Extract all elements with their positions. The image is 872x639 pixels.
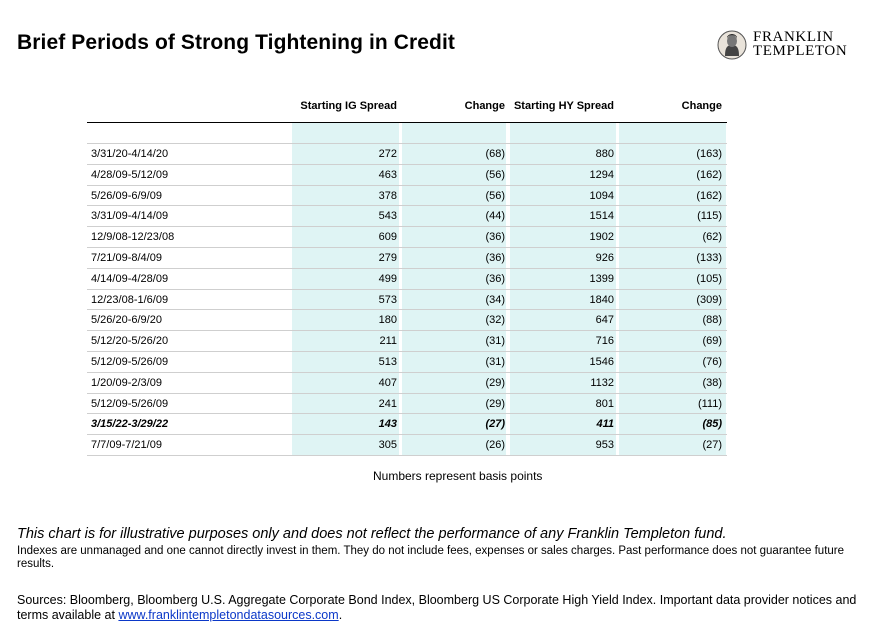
data-sources-link[interactable]: www.franklintempletondatasources.com <box>118 608 339 622</box>
table-row <box>87 143 727 164</box>
ig-change-cell: (31) <box>485 335 505 348</box>
header-hy-change: Change <box>681 100 722 112</box>
ig-spread-cell: 180 <box>378 314 397 327</box>
hy-change-cell: (163) <box>696 148 722 160</box>
ig-spread-cell: 211 <box>379 335 397 348</box>
ig-change-cell: (36) <box>485 231 505 244</box>
header-rule <box>87 122 727 123</box>
period-cell: 3/31/09-4/14/09 <box>91 210 169 223</box>
hy-change-cell: (111) <box>697 397 722 410</box>
ig-change-cell: (36) <box>485 272 505 285</box>
ig-change-cell: (26) <box>485 439 505 452</box>
sources-end: . <box>338 608 343 622</box>
table-row <box>87 413 727 434</box>
hy-spread-cell: 1094 <box>589 189 614 202</box>
period-cell: 7/21/09-8/4/09 <box>91 252 162 264</box>
table-row <box>87 226 727 247</box>
hy-spread-cell: 926 <box>595 252 614 264</box>
hy-spread-cell: 647 <box>595 314 614 327</box>
table-row <box>87 268 727 289</box>
ig-spread-cell: 543 <box>378 210 397 223</box>
ig-change-cell: (27) <box>485 418 505 431</box>
hy-spread-cell: 801 <box>595 397 614 410</box>
table-row <box>87 434 727 455</box>
hy-change-cell: (88) <box>702 314 722 327</box>
ig-change-cell: (31) <box>485 356 505 368</box>
period-cell: 5/12/09-5/26/09 <box>91 356 169 368</box>
header-hy-spread: Starting HY Spread <box>513 100 614 112</box>
period-cell: 7/7/09-7/21/09 <box>91 439 162 452</box>
spread-table <box>87 93 727 455</box>
table-row <box>87 289 727 310</box>
hy-spread-cell: 1514 <box>589 210 614 223</box>
period-cell: 5/12/20-5/26/20 <box>91 335 169 348</box>
ig-spread-cell: 609 <box>378 231 397 244</box>
period-cell: 3/31/20-4/14/20 <box>91 148 169 160</box>
hy-change-cell: (133) <box>696 252 722 264</box>
ig-spread-cell: 513 <box>378 356 397 368</box>
hy-change-cell: (62) <box>702 231 722 244</box>
ig-spread-cell: 499 <box>378 272 397 285</box>
portrait-seal-icon <box>716 30 748 60</box>
hy-change-cell: (38) <box>702 376 722 389</box>
hy-change-cell: (162) <box>696 168 722 181</box>
ig-change-cell: (56) <box>485 189 505 202</box>
hy-spread-cell: 1546 <box>589 356 614 368</box>
logo-line1: FRANKLIN <box>753 29 834 45</box>
franklin-templeton-logo <box>716 30 856 62</box>
ig-spread-cell: 378 <box>378 189 397 202</box>
sources-text: Sources: Bloomberg, Bloomberg U.S. Aggregate Corporate Bond Index, Bloomberg US Corporate High Yield Index. Important data provider notices and terms available at <box>17 593 857 622</box>
hy-change-cell: (162) <box>696 189 722 202</box>
ig-change-cell: (68) <box>485 148 505 160</box>
hy-change-cell: (115) <box>697 210 722 223</box>
hy-spread-cell: 1294 <box>589 168 614 181</box>
indexes-disclaimer: Indexes are unmanaged and one cannot directly invest in them. They do not include fees, expenses or sales charges. Past performance does not guarantee future results. <box>17 545 845 570</box>
period-cell: 12/23/08-1/6/09 <box>91 293 169 306</box>
ig-change-cell: (29) <box>485 376 505 389</box>
hy-change-cell: (76) <box>702 356 722 368</box>
ig-spread-cell: 407 <box>378 376 397 389</box>
hy-change-cell: (309) <box>696 293 722 306</box>
ig-spread-cell: 305 <box>378 439 397 452</box>
ig-spread-cell: 279 <box>378 252 397 264</box>
period-cell: 5/26/09-6/9/09 <box>91 189 162 202</box>
table-row <box>87 351 727 372</box>
hy-spread-cell: 1902 <box>589 231 614 244</box>
period-cell: 5/12/09-5/26/09 <box>91 397 169 410</box>
table-row <box>87 185 727 206</box>
period-cell: 4/28/09-5/12/09 <box>91 168 169 181</box>
ig-change-cell: (56) <box>485 168 505 181</box>
hy-change-cell: (27) <box>702 439 722 452</box>
ig-change-cell: (36) <box>485 252 505 264</box>
hy-spread-cell: 953 <box>595 439 614 452</box>
table-row <box>87 309 727 330</box>
ig-spread-cell: 272 <box>378 148 397 160</box>
period-cell: 1/20/09-2/3/09 <box>91 376 162 389</box>
hy-change-cell: (105) <box>696 272 722 285</box>
chart-title: Brief Periods of Strong Tightening in Credit <box>17 31 456 54</box>
hy-spread-cell: 880 <box>595 148 614 160</box>
ig-spread-cell: 241 <box>378 397 397 410</box>
period-cell: 12/9/08-12/23/08 <box>91 231 175 244</box>
period-cell: 5/26/20-6/9/20 <box>91 314 162 327</box>
header-ig-spread: Starting IG Spread <box>300 100 397 112</box>
hy-spread-cell: 411 <box>596 418 614 431</box>
hy-spread-cell: 1399 <box>589 272 614 285</box>
hy-change-cell: (69) <box>702 335 722 348</box>
table-bottom-rule <box>87 455 727 456</box>
header-ig-change: Change <box>464 100 505 112</box>
logo-line2: TEMPLETON <box>753 43 848 59</box>
units-note: Numbers represent basis points <box>373 469 543 483</box>
hy-spread-cell: 1132 <box>590 376 614 389</box>
hy-change-cell: (85) <box>702 418 722 431</box>
ig-change-cell: (44) <box>485 210 505 223</box>
hy-spread-cell: 716 <box>595 335 614 348</box>
table-row <box>87 164 727 185</box>
ig-change-cell: (34) <box>485 293 505 306</box>
period-cell: 3/15/22-3/29/22 <box>91 418 169 431</box>
hy-spread-cell: 1840 <box>589 293 614 306</box>
table-row <box>87 372 727 393</box>
ig-spread-cell: 573 <box>378 293 397 306</box>
ig-spread-cell: 143 <box>378 418 397 431</box>
table-row <box>87 247 727 268</box>
period-cell: 4/14/09-4/28/09 <box>91 272 169 285</box>
table-row <box>87 393 727 414</box>
ig-change-cell: (29) <box>485 397 505 410</box>
ig-spread-cell: 463 <box>378 168 397 181</box>
ig-change-cell: (32) <box>485 314 505 327</box>
table-row <box>87 330 727 351</box>
table-row <box>87 205 727 226</box>
illustrative-disclaimer: This chart is for illustrative purposes only and does not reflect the performance of any Franklin Templeton fund. <box>17 526 727 542</box>
sources-note <box>17 593 867 623</box>
